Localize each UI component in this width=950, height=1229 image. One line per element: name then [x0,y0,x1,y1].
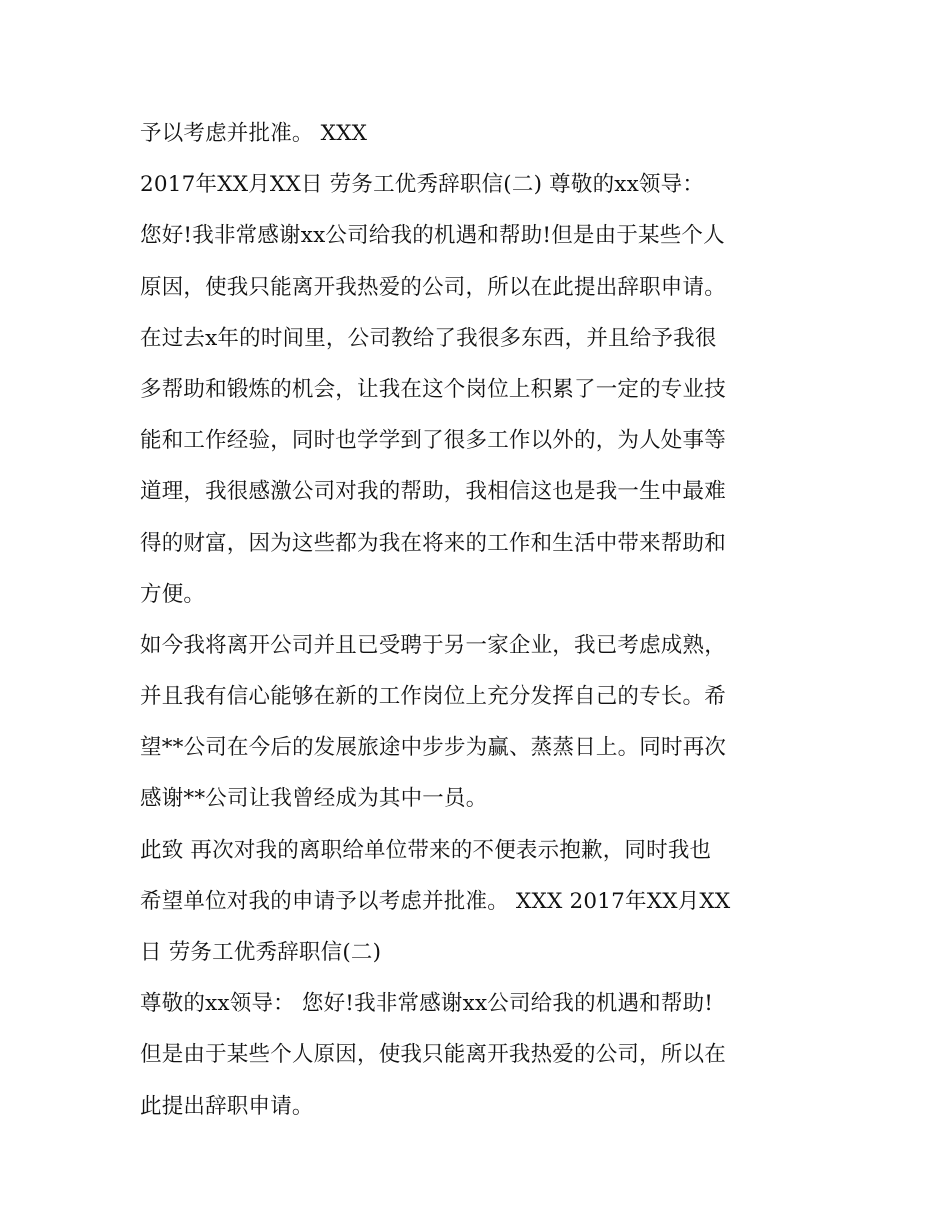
text-line: 希望单位对我的申请予以考虑并批准。 XXX 2017年XX月XX [140,888,731,914]
text-line: 并且我有信心能够在新的工作岗位上充分发挥自己的专长。希 [140,684,726,710]
text-line: 多帮助和锻炼的机会，让我在这个岗位上积累了一定的专业技 [140,376,726,402]
text-line: 此提出辞职申请。 [140,1093,314,1119]
text-line: 2017年XX月XX日 劳务工优秀辞职信(二) 尊敬的xx领导： [140,172,705,198]
text-line: 感谢**公司让我曾经成为其中一员。 [140,786,488,812]
text-line: 您好!我非常感谢xx公司给我的机遇和帮助!但是由于某些个人 [140,223,725,249]
text-line: 原因，使我只能离开我热爱的公司，所以在此提出辞职申请。 [140,274,726,300]
text-line: 如今我将离开公司并且已受聘于另一家企业，我已考虑成熟， [140,632,726,658]
text-line: 日 劳务工优秀辞职信(二) [140,940,382,965]
text-line: 方便。 [140,581,206,607]
text-line: 在过去x年的时间里，公司教给了我很多东西，并且给予我很 [140,325,717,351]
text-line: 得的财富，因为这些都为我在将来的工作和生活中带来帮助和 [140,530,726,556]
text-line: 但是由于某些个人原因，使我只能离开我热爱的公司，所以在 [140,1042,726,1068]
text-line: 予以考虑并批准。 XXX [140,121,368,146]
text-line: 尊敬的xx领导： 您好!我非常感谢xx公司给我的机遇和帮助! [140,991,714,1017]
text-line: 此致 再次对我的离职给单位带来的不便表示抱歉，同时我也 [140,837,712,863]
text-line: 能和工作经验，同时也学学到了很多工作以外的，为人处事等 [140,428,726,454]
text-line: 望**公司在今后的发展旅途中步步为赢、蒸蒸日上。同时再次 [140,735,727,761]
text-line: 道理，我很感激公司对我的帮助，我相信这也是我一生中最难 [140,479,726,505]
document-body [140,108,830,1132]
